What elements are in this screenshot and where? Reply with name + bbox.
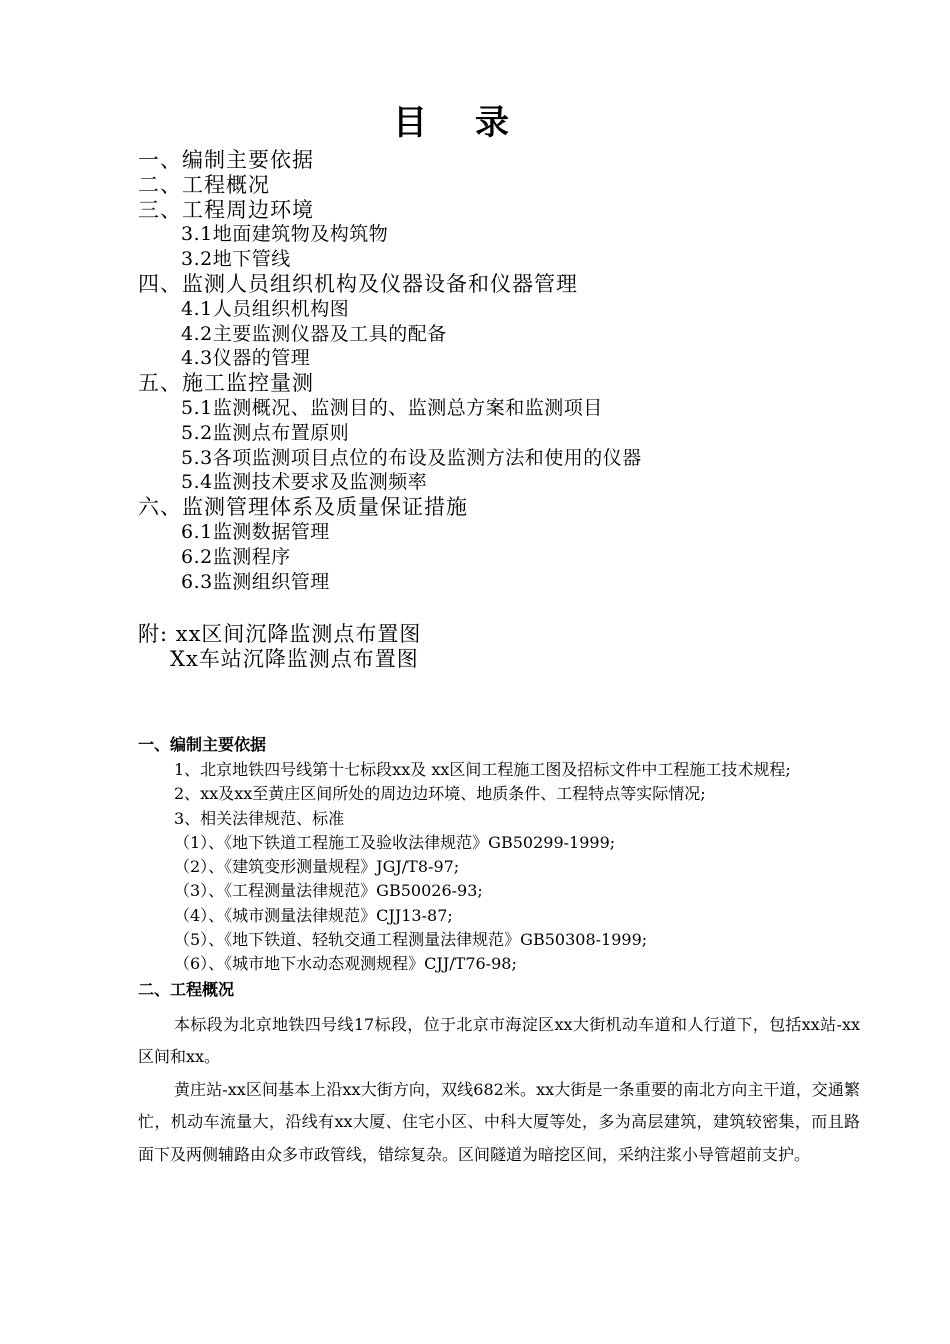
toc-subentry: 5.4监测技术要求及监测频率 — [181, 471, 428, 494]
toc-appendix — [138, 622, 898, 672]
standard-reference: （3）、《工程测量法律规范》GB50026-93; — [174, 881, 483, 901]
toc-subentry: 4.2主要监测仪器及工具的配备 — [181, 322, 447, 345]
standard-reference: （5）、《地下铁道、轻轨交通工程测量法律规范》GB50308-1999; — [174, 930, 648, 950]
toc-entry: 二、工程概况 — [138, 172, 270, 197]
document-body — [138, 732, 860, 1171]
standard-reference: （4）、《城市测量法律规范》CJJ13-87; — [174, 905, 453, 925]
toc-subentry: 3.2地下管线 — [181, 248, 291, 271]
appendix-line: 附: xx区间沉降监测点布置图 — [138, 622, 422, 646]
toc-entry: 一、编制主要依据 — [138, 148, 314, 172]
toc-entry: 六、监测管理体系及质量保证措施 — [138, 495, 468, 520]
toc-entry: 四、监测人员组织机构及仪器设备和仪器管理 — [138, 271, 578, 296]
toc-subentry: 4.1人员组织机构图 — [181, 297, 350, 320]
section-heading: 二、工程概况 — [138, 979, 235, 999]
toc-entry: 五、施工监控量测 — [138, 371, 314, 396]
toc-subentry: 5.3各项监测项目点位的布设及监测方法和使用的仪器 — [181, 446, 642, 469]
standard-reference: （1）、《地下铁道工程施工及验收法律规范》GB50299-1999; — [174, 832, 616, 852]
section-heading: 一、编制主要依据 — [138, 735, 267, 754]
toc-title: 目录 — [393, 103, 557, 143]
table-of-contents — [138, 148, 898, 594]
toc-subentry: 4.3仪器的管理 — [181, 347, 311, 370]
toc-subentry: 5.2监测点布置原则 — [181, 421, 350, 444]
body-paragraph: 本标段为北京地铁四号线17标段，位于北京市海淀区xx大街机动车道和人行道下，包括xx站-xx区间和xx。 — [138, 1014, 860, 1067]
toc-subentry: 5.1监测概况、监测目的、监测总方案和监测项目 — [181, 396, 603, 419]
toc-subentry: 6.2监测程序 — [181, 545, 291, 568]
toc-subentry: 3.1地面建筑物及构筑物 — [181, 223, 389, 246]
toc-subentry: 6.3监测组织管理 — [181, 570, 330, 593]
basis-item: 2、xx及xx至黄庄区间所处的周边边环境、地质条件、工程特点等实际情况; — [174, 784, 706, 804]
toc-entry: 三、工程周边环境 — [138, 197, 314, 222]
standard-reference: （2）、《建筑变形测量规程》JGJ/T8-97; — [174, 857, 460, 877]
basis-item: 3、相关法律规范、标准 — [174, 808, 345, 828]
standard-reference: （6）、《城市地下水动态观测规程》CJJ/T76-98; — [174, 954, 517, 974]
appendix-line: Xx车站沉降监测点布置图 — [170, 647, 419, 671]
basis-item: 1、北京地铁四号线第十七标段xx及 xx区间工程施工图及招标文件中工程施工技术规程; — [174, 760, 791, 779]
body-paragraph: 黄庄站-xx区间基本上沿xx大街方向，双线682米。xx大街是一条重要的南北方向主干道，交通繁忙，机动车流量大，沿线有xx大厦、住宅小区、中科大厦等处，多为高层建筑，建筑较密集，而且路面下及两侧辅路由众多市政管线，错综复杂。区间隧道为暗挖区间，采纳注浆小导管超前支护。 — [138, 1079, 860, 1164]
toc-subentry: 6.1监测数据管理 — [181, 520, 330, 543]
